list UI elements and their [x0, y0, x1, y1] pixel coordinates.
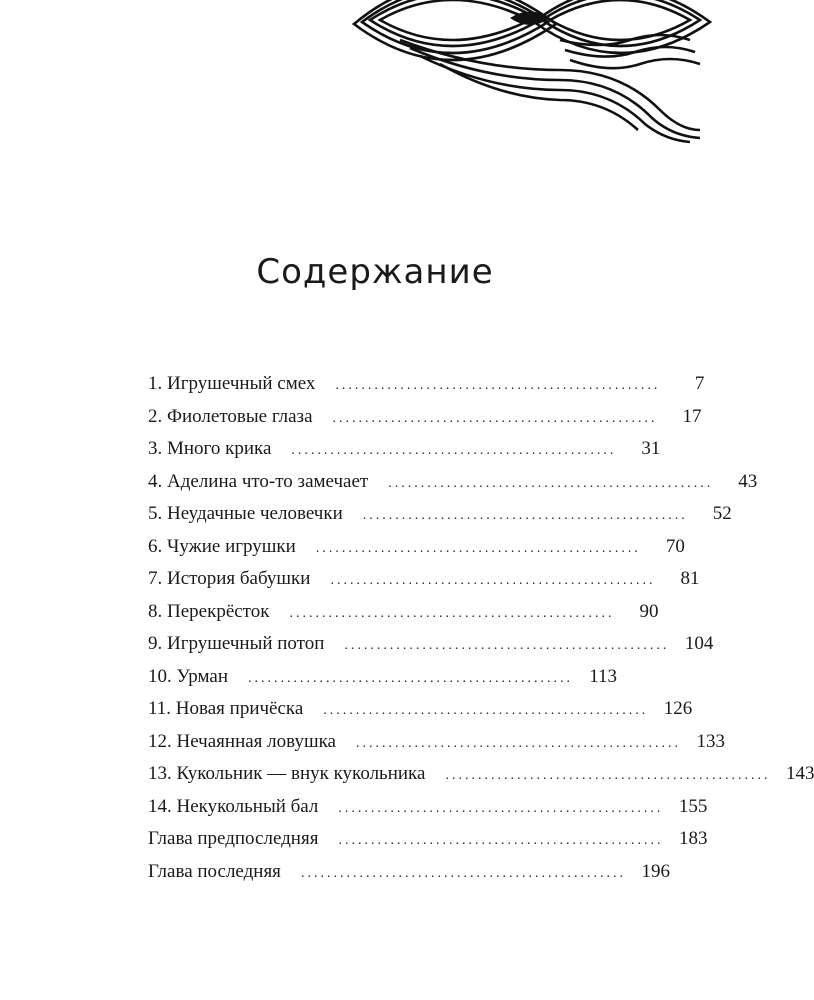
toc-leader-dots: ..................................................	[315, 540, 641, 556]
toc-entry-title: 7. История бабушки	[148, 568, 311, 589]
toc-entry[interactable]	[148, 730, 725, 764]
toc-entry-page: 90	[639, 600, 659, 622]
toc-entry[interactable]	[148, 665, 617, 699]
table-of-contents	[148, 373, 814, 893]
toc-entry-page: 81	[680, 568, 700, 589]
toc-leader-dots: ..................................................	[362, 508, 688, 523]
toc-entry-page: 113	[589, 665, 617, 687]
toc-entry[interactable]	[148, 795, 708, 829]
toc-entry-title: 8. Перекрёсток	[148, 600, 270, 622]
toc-entry[interactable]	[148, 470, 758, 504]
toc-entry-title: 6. Чужие игрушки	[148, 535, 296, 557]
toc-entry-page: 52	[712, 503, 732, 524]
toc-leader-dots: ..................................................	[355, 735, 681, 751]
toc-entry-title: 11. Новая причёска	[148, 698, 304, 719]
toc-entry-title: Глава предпоследняя	[148, 828, 319, 849]
toc-leader-dots: ..................................................	[248, 670, 573, 686]
toc-leader-dots: ..................................................	[338, 800, 664, 816]
toc-entry[interactable]	[148, 860, 670, 894]
toc-leader-dots: ..................................................	[338, 833, 664, 848]
toc-entry[interactable]	[148, 698, 693, 731]
toc-entry-title: 12. Нечаянная ловушка	[148, 730, 336, 752]
toc-entry-page: 155	[678, 795, 708, 817]
toc-entry-page: 31	[641, 438, 661, 459]
toc-entry-page: 70	[665, 535, 685, 557]
toc-entry-title: 2. Фиолетовые глаза	[148, 405, 313, 427]
toc-leader-dots: ..................................................	[388, 475, 714, 491]
toc-entry-page: 7	[694, 373, 705, 394]
toc-entry-title: 4. Аделина что-то замечает	[148, 470, 369, 492]
toc-entry[interactable]	[148, 535, 685, 569]
toc-entry[interactable]	[148, 828, 708, 861]
toc-leader-dots: ..................................................	[300, 865, 626, 881]
toc-entry-page: 43	[738, 470, 758, 492]
toc-entry[interactable]	[148, 600, 659, 634]
toc-entry-title: 9. Игрушечный потоп	[148, 633, 325, 654]
toc-entry-title: 13. Кукольник — внук кукольника	[148, 763, 426, 784]
toc-entry-page: 104	[684, 633, 714, 654]
toc-entry-title: 5. Неудачные человечки	[148, 503, 343, 524]
toc-entry-page: 133	[696, 730, 725, 752]
toc-leader-dots: ..................................................	[344, 638, 670, 653]
toc-entry[interactable]	[148, 503, 732, 536]
toc-entry-title: Глава последняя	[148, 860, 281, 882]
toc-leader-dots: ..................................................	[445, 768, 771, 783]
toc-entry[interactable]	[148, 438, 661, 471]
toc-entry[interactable]	[148, 373, 705, 406]
toc-leader-dots: ..................................................	[330, 573, 656, 588]
toc-entry[interactable]	[148, 405, 702, 439]
toc-entry-page: 196	[641, 860, 670, 882]
toc-entry-page: 183	[678, 828, 708, 849]
toc-entry-title: 3. Много крика	[148, 438, 272, 459]
toc-entry-title: 14. Некукольный бал	[148, 795, 319, 817]
toc-leader-dots: ..................................................	[289, 605, 615, 621]
toc-entry[interactable]	[148, 763, 814, 796]
toc-leader-dots: ..................................................	[335, 378, 661, 393]
toc-entry-title: 10. Урман	[148, 665, 228, 687]
toc-leader-dots: ..................................................	[291, 443, 617, 458]
toc-leader-dots: ..................................................	[332, 410, 658, 426]
toc-entry-title: 1. Игрушечный смех	[148, 373, 316, 394]
toc-leader-dots: ..................................................	[323, 703, 649, 718]
toc-entry-page: 17	[682, 405, 702, 427]
toc-entry-page: 143	[785, 763, 814, 784]
toc-entry[interactable]	[148, 568, 700, 601]
decorative-wave-ornament-icon	[360, 0, 700, 140]
toc-entry[interactable]	[148, 633, 714, 666]
toc-entry-page: 126	[663, 698, 693, 719]
page-title: Содержание	[256, 252, 494, 292]
